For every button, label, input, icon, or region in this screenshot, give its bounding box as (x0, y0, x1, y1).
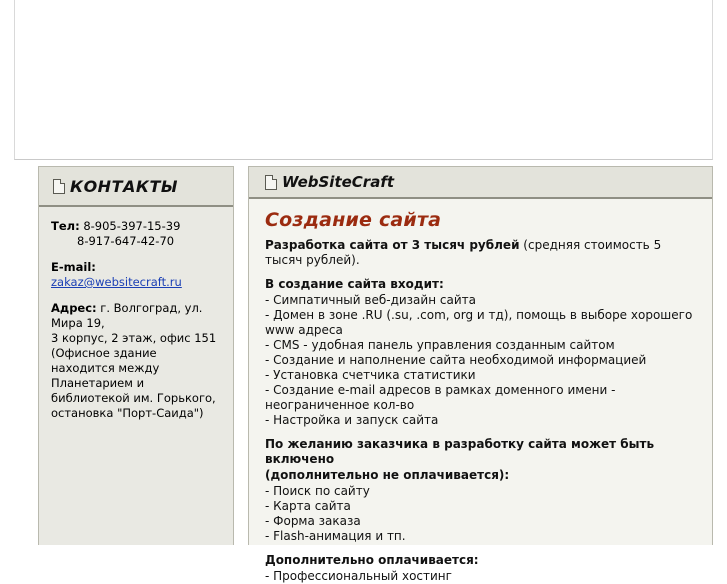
document-icon (265, 175, 277, 190)
list-item: - Профессиональный хостинг (265, 569, 452, 583)
email-block (51, 260, 223, 290)
page-title: Создание сайта (265, 209, 442, 231)
list-item: - Симпатичный веб-дизайн сайта (265, 293, 476, 307)
list-item: - Форма заказа (265, 514, 361, 528)
email-label: E-mail: (51, 260, 96, 274)
section-1-title: В создание сайта входит: (265, 277, 444, 291)
list-item: - Домен в зоне .RU (.su, .com, org и тд), помощь в выборе хорошего www адреса (265, 308, 693, 337)
address-line-4: Планетарием и библиотекой им. Горького, остановка "Порт-Саида") (51, 376, 216, 420)
section-3-list (265, 569, 698, 584)
phone-block (51, 219, 223, 249)
contacts-body (39, 207, 233, 431)
address-line-1: г. Волгоград, ул. Мира 19, (51, 301, 203, 330)
site-name-title: WebSiteCraft (282, 173, 395, 191)
phone-label: Тел: (51, 219, 80, 233)
content-panel (248, 166, 713, 583)
phone-value-1: 8-905-397-15-39 (83, 219, 181, 233)
document-icon (53, 179, 65, 194)
list-item: - Настройка и запуск сайта (265, 413, 439, 427)
list-item: - Создание и наполнение сайта необходимой информацией (265, 353, 647, 367)
email-link[interactable]: zakaz@websitecraft.ru (51, 275, 182, 289)
address-block (51, 301, 223, 421)
page-top-blank-area (14, 0, 713, 160)
address-line-2: 3 корпус, 2 этаж, офис 151 (51, 331, 217, 345)
address-label: Адрес: (51, 301, 97, 315)
phone-value-2: 8-917-647-42-70 (77, 234, 175, 248)
list-item: - CMS - удобная панель управления созданным сайтом (265, 338, 615, 352)
list-item: - Карта сайта (265, 499, 351, 513)
list-item: - Flash-анимация и тп. (265, 529, 406, 543)
content-body (249, 199, 712, 584)
phone-line-1 (51, 219, 223, 234)
section-1-list (265, 293, 698, 428)
list-item: - Установка счетчика статистики (265, 368, 476, 382)
list-item: - Поиск по сайту (265, 484, 370, 498)
lead-paragraph (265, 238, 698, 268)
contacts-title: КОНТАКТЫ (70, 176, 178, 196)
address-line-3: (Офисное здание находится между (51, 346, 160, 375)
section-2-list (265, 484, 698, 544)
content-panel-header (249, 167, 712, 199)
list-item: - Создание e-mail адресов в рамках доменного имени - неограниченное кол-во (265, 383, 616, 412)
section-2-title-line-1: По желанию заказчика в разработку сайта может быть включено (265, 437, 655, 466)
contacts-panel (38, 166, 234, 545)
contacts-panel-header (39, 167, 233, 207)
address-line-0 (51, 301, 223, 331)
section-2-title-line-2: (дополнительно не оплачивается): (265, 468, 510, 482)
section-3-title: Дополнительно оплачивается: (265, 553, 479, 567)
lead-rest-text: (средняя стоимость 5 тысяч рублей). (265, 238, 662, 267)
lead-bold-text: Разработка сайта от 3 тысяч рублей (265, 238, 520, 252)
